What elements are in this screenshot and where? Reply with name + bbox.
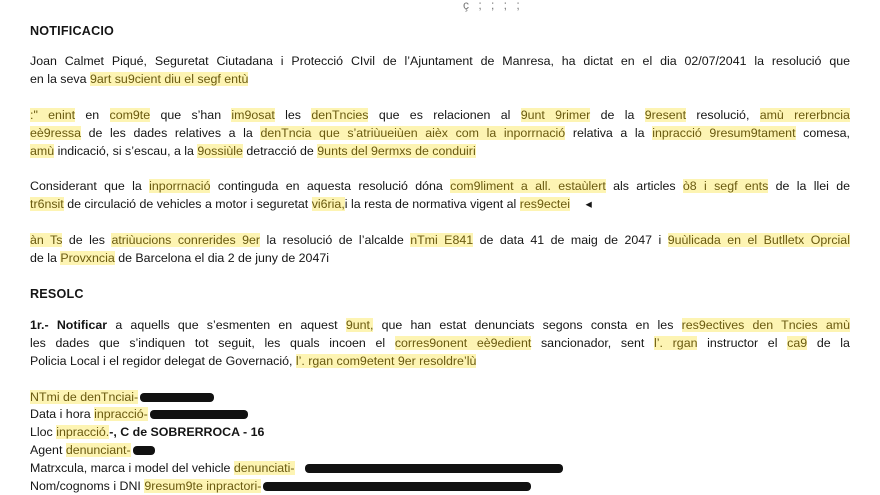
redaction-bar — [263, 482, 531, 491]
redaction-bar — [140, 393, 214, 402]
redaction-bar — [150, 410, 248, 419]
p5-hl: ca9 — [787, 336, 808, 350]
p3-text: continguda en aquesta resolució dóna — [217, 179, 443, 193]
field-label: Matrxcula, — [30, 461, 88, 475]
p2-text: relativa a la — [572, 126, 645, 140]
redaction-bar — [133, 446, 155, 455]
field-label: Data i hora — [30, 407, 91, 421]
p3-hl: res9ectei — [519, 197, 571, 211]
p2-hl: :" enint — [30, 108, 76, 122]
p2-hl: denTncia que s’atriùueiùen aièx com la inporrnació — [260, 126, 566, 140]
p5-hl: res9ectives den Tncies amù — [681, 318, 850, 332]
p5-hl: l’. rgan — [654, 336, 698, 350]
p3-line-1 — [30, 177, 850, 195]
field-label: NTmi de denTnciai- — [30, 390, 139, 404]
p5-bold: 1r.- Notificar — [30, 318, 108, 332]
p2-text: que s’han — [160, 108, 222, 122]
p2-hl: inpracció 9resum9tament — [652, 126, 796, 140]
heading-resolc: RESOLC — [30, 287, 84, 301]
field-data-hora — [30, 405, 850, 423]
p5-hl: corres9onent eè9edient — [394, 336, 532, 350]
p4-hl: atriùucions conrerides 9er — [111, 233, 261, 247]
p5-text: Policia Local i el regidor delegat de Governació, — [30, 354, 293, 368]
p2-line-3 — [30, 142, 850, 160]
p2-hl: eè9ressa — [30, 126, 81, 140]
p2-hl: 9resent — [644, 108, 687, 122]
p4-text: la resolució de l’alcalde — [266, 233, 404, 247]
p5-text: sancionador, sent — [540, 336, 645, 350]
field-label: Lloc — [30, 425, 53, 439]
p2-text: les — [285, 108, 301, 122]
p3-hl: vi6ria, — [311, 197, 345, 211]
p4-line-1 — [30, 231, 850, 249]
p1-line-2 — [30, 70, 850, 88]
p5-text: les dades que s’indiquen tot seguit, les quals incoen el — [30, 336, 386, 350]
field-label: Agent — [30, 443, 63, 457]
field-lloc — [30, 423, 850, 441]
redaction-bar — [305, 464, 563, 473]
p5-line-3 — [30, 352, 850, 370]
p2-text: que es relacionen al — [378, 108, 511, 122]
p2-hl: 9ossiùle — [197, 144, 243, 158]
field-label-hl: inpracció. — [56, 425, 110, 439]
p1-highlight: 9art su9cient diu el segf entù — [89, 72, 249, 86]
p3-hl: ò8 i segf ents — [682, 179, 769, 193]
p3-hl: tr6nsit — [30, 197, 64, 211]
field-label-hl: denunciant- — [65, 443, 131, 457]
p3-text: als articles — [613, 179, 676, 193]
p4-hl: nTmi E841 — [410, 233, 474, 247]
p2-text: en — [85, 108, 100, 122]
p5-line-2 — [30, 334, 850, 352]
p3-line-2 — [30, 195, 850, 213]
p2-line-2 — [30, 124, 850, 142]
p1-line-1: Joan Calmet Piqué, Seguretat Ciutadana i Protecció CIvil de l’Ajuntament de Manresa, ha dictat en el dia 02/07/2041 la resolució que — [30, 54, 850, 68]
p5-hl: l’. rgan com9etent 9er resoldre’lù — [295, 354, 477, 368]
p3-text: i la resta de normativa vigent al — [344, 197, 517, 211]
p5-text: de la — [816, 336, 850, 350]
p2-hl: com9te — [109, 108, 151, 122]
p5-line-1 — [30, 316, 850, 334]
p3-hl: inporrnació — [149, 179, 211, 193]
field-nom-dni — [30, 477, 850, 495]
p2-hl: im9osat — [231, 108, 275, 122]
field-label: marca i model del vehicle — [90, 461, 231, 475]
field-numero-denuncia — [30, 388, 850, 406]
p2-text: indicació, si s’escau, a la — [57, 144, 194, 158]
p4-text: de la — [30, 251, 57, 265]
p4-hl: Provxncia — [60, 251, 115, 265]
p2-text: de les dades relatives a la — [88, 126, 253, 140]
field-label-hl: 9resum9te inpractori- — [144, 479, 262, 493]
p2-hl: denTncies — [311, 108, 369, 122]
p2-line-1 — [30, 106, 850, 124]
p3-hl: com9liment a all. estaùlert — [450, 179, 606, 193]
scan-artifact: ç ; ; ; ; — [463, 0, 523, 12]
p5-text: instructor el — [707, 336, 778, 350]
p2-text: detracció de — [246, 144, 314, 158]
cursor-arrow-icon: ◂ — [585, 197, 592, 211]
p2-hl: amù rererbncia — [759, 108, 850, 122]
field-label-hl: inpracció- — [94, 407, 148, 421]
p4-text: de les — [68, 233, 105, 247]
p2-text: resolució, — [696, 108, 750, 122]
field-label-hl: denunciati- — [233, 461, 295, 475]
p3-text: Considerant que la — [30, 179, 142, 193]
p5-text: a aquells que s’esmenten en aquest — [115, 318, 338, 332]
p4-text: de Barcelona el dia 2 de juny de 2047i — [118, 251, 329, 265]
p2-hl: 9unt 9rimer — [520, 108, 591, 122]
p4-text: de data 41 de maig de 2047 i — [479, 233, 662, 247]
field-label: Nom/cognoms i DNI — [30, 479, 141, 493]
p2-hl: amù — [30, 144, 55, 158]
p5-hl: 9unt, — [345, 318, 374, 332]
p2-text: comesa, — [803, 126, 850, 140]
p4-hl: 9uùlicada en el Butlletx Oprcial — [667, 233, 850, 247]
field-value: -, C de SOBRERROCA - 16 — [109, 425, 265, 439]
p4-line-2 — [30, 249, 850, 267]
field-agent — [30, 441, 850, 459]
p2-text: de la — [600, 108, 635, 122]
p2-hl: 9unts del 9ermxs de conduiri — [317, 144, 476, 158]
p1-text: en la seva — [30, 72, 87, 86]
field-vehicle — [30, 459, 850, 477]
p4-hl: àn Ts — [30, 233, 63, 247]
p3-text: de circulació de vehicles a motor i seguretat — [67, 197, 309, 211]
p3-text: de la llei de — [775, 179, 851, 193]
heading-notificacio: NOTIFICACIO — [30, 24, 115, 38]
p5-text: que han estat denunciats segons consta en les — [381, 318, 674, 332]
